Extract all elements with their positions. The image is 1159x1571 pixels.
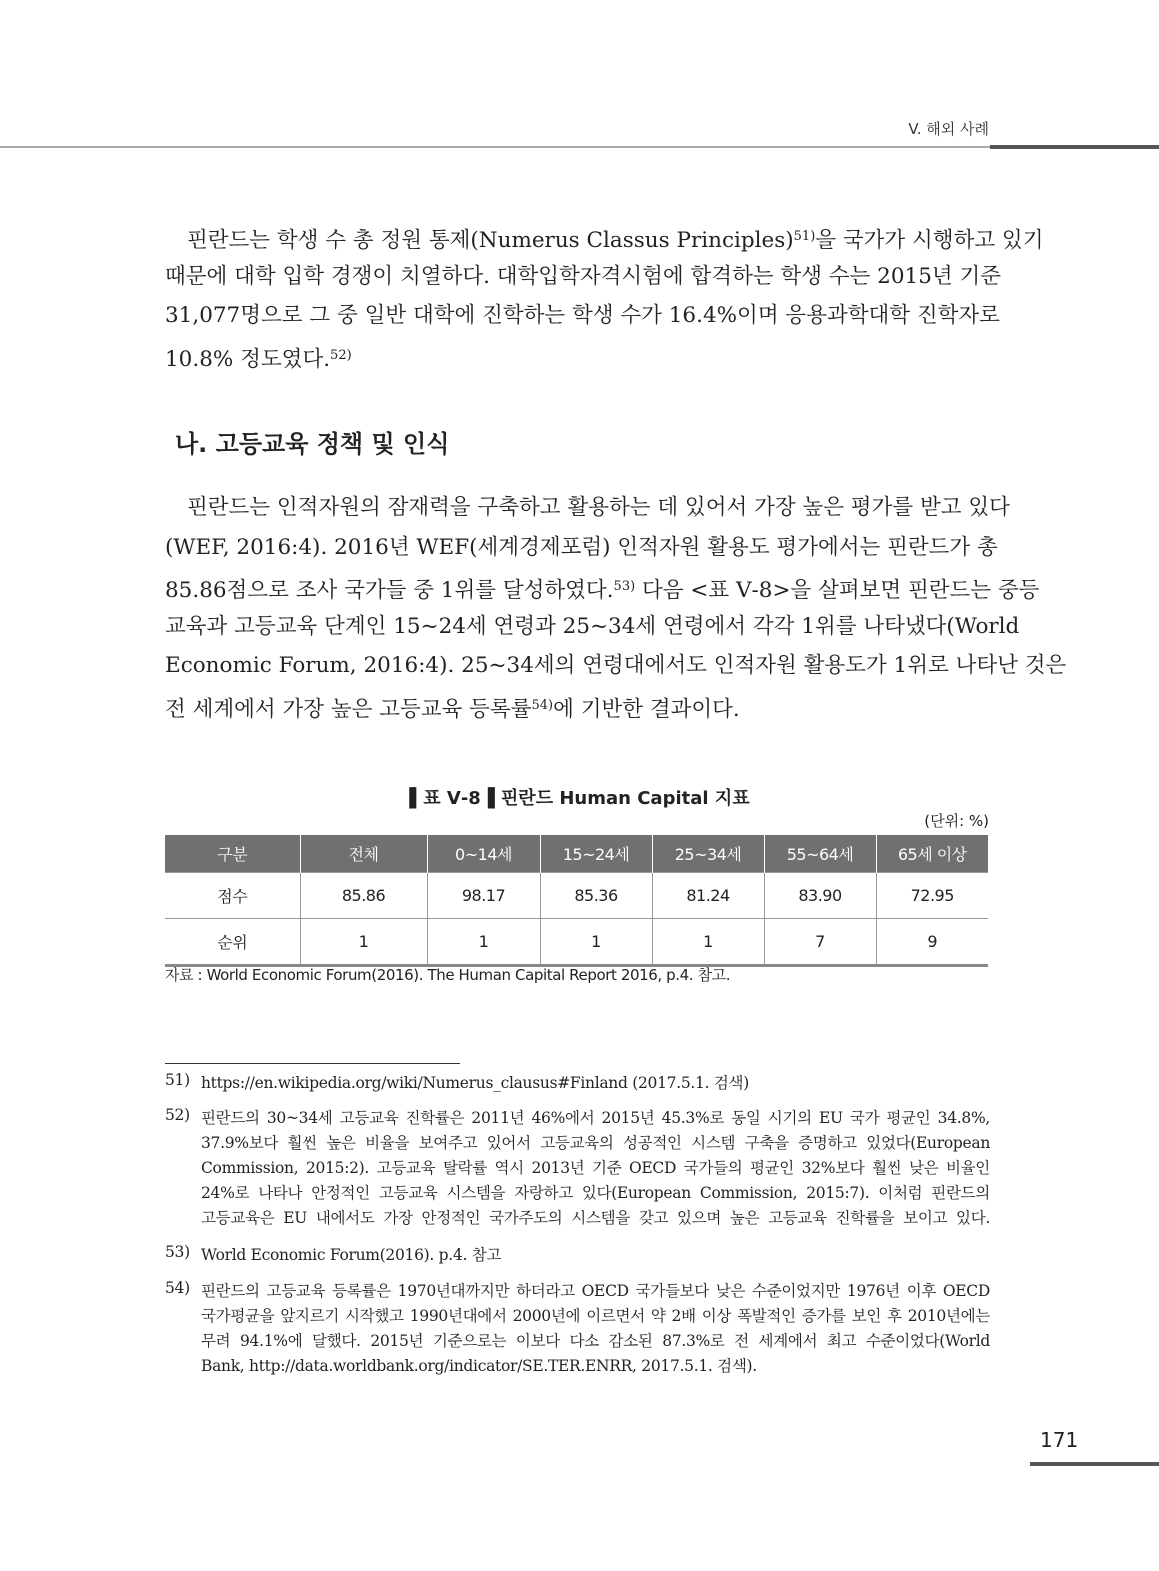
table-cell: 1: [300, 919, 427, 966]
table-unit: (단위: %): [924, 812, 989, 830]
table-cell: 83.90: [764, 873, 876, 919]
footnote-number: 54): [165, 1279, 190, 1297]
table-cell: 9: [876, 919, 988, 966]
table-cell: 98.17: [427, 873, 540, 919]
column-header: 구분: [165, 835, 300, 873]
footnote-line: 국가평균을 앞지르기 시작했고 1990년대에서 2000년에 이르면서 약 2배 이상 폭발적인 증가를 보인 후 2010년에는: [201, 1307, 991, 1325]
table-source: 자료 : World Economic Forum(2016). The Human Capital Report 2016, p.4. 참고.: [165, 966, 731, 984]
table-row: [165, 873, 988, 919]
footnote-line: 핀란드의 고등교육 등록률은 1970년대까지만 하더라고 OECD 국가들보다 낮은 수준이었지만 1976년 이후 OECD: [201, 1282, 990, 1300]
table-caption: ▌표 Ⅴ-8▐ 핀란드 Human Capital 지표: [409, 788, 750, 809]
text: 전 세계에서 가장 높은 고등교육 등록률: [165, 696, 532, 722]
footnote-line: 핀란드의 30~34세 고등교육 진학률은 2011년 46%에서 2015년 45.3%로 동일 시기의 EU 국가 평균인 34.8%,: [201, 1109, 990, 1127]
footnote-number: 51): [165, 1071, 190, 1089]
footnote-ref[interactable]: 54): [531, 697, 554, 713]
footnote-ref[interactable]: 53): [613, 579, 636, 594]
column-header: 25~34세: [652, 835, 764, 873]
table-cell: 1: [427, 919, 540, 966]
footnote-52: [165, 1106, 990, 1231]
footnote-line: https://en.wikipedia.org/wiki/Numerus_clausus#Finland (2017.5.1. 검색): [201, 1074, 749, 1092]
text: 을 국가가 시행하고 있기: [815, 228, 1044, 253]
text-line: (WEF, 2016:4). 2016년 WEF(세계경제포럼) 인적자원 활용도 평가에서는 핀란드가 총: [165, 534, 998, 560]
footnote-54: [165, 1279, 990, 1379]
header-rule: [0, 146, 990, 148]
footnote-line: Commission, 2015:2). 고등교육 탈락률 역시 2013년 기준 OECD 국가들의 평균인 32%보다 훨씬 낮은 비율인: [201, 1159, 990, 1177]
column-header: 65세 이상: [876, 835, 988, 873]
footnote-number: 52): [165, 1106, 190, 1124]
footnote-line: 24%로 나타나 안정적인 고등교육 시스템을 자랑하고 있다(European Commission, 2015:7). 이처럼 핀란드의: [201, 1184, 990, 1202]
column-header: 55~64세: [764, 835, 876, 873]
table-header-row: [165, 835, 988, 873]
text-line: 교육과 고등교육 단계인 15~24세 연령과 25~34세 연령에서 각각 1위를 나타냈다(World: [165, 613, 1020, 639]
table-cell: 72.95: [876, 873, 988, 919]
table-cell: 81.24: [652, 873, 764, 919]
running-header: V. 해외 사례: [908, 120, 989, 138]
table-row: [165, 919, 988, 966]
paragraph-1: [165, 217, 1044, 375]
text-line: 31,077명으로 그 중 일반 대학에 진학하는 학생 수가 16.4%이며 응용과학대학 진학자로: [165, 303, 1000, 328]
header-rule-accent: [990, 145, 1159, 149]
row-label: 점수: [165, 873, 300, 919]
text: 10.8% 정도였다.: [165, 346, 331, 372]
footnote-line: 37.9%보다 훨씬 높은 비율을 보여주고 있어서 고등교육의 성공적인 시스템 구축을 증명하고 있었다(European: [201, 1134, 990, 1152]
column-header: 15~24세: [540, 835, 652, 873]
row-label: 순위: [165, 919, 300, 966]
human-capital-table: [165, 835, 988, 967]
section-heading: 나. 고등교육 정책 및 인식: [175, 430, 450, 458]
footnote-ref[interactable]: 52): [330, 347, 352, 363]
text: 85.86점으로 조사 국가들 중 1위를 달성하였다.: [165, 578, 614, 603]
footnote-line: World Economic Forum(2016). p.4. 참고: [201, 1246, 502, 1264]
text: 핀란드는 인적자원의 잠재력을 구축하고 활용하는 데 있어서 가장 높은 평가를 받고 있다: [187, 495, 1010, 520]
text-line: 때문에 대학 입학 경쟁이 치열하다. 대학입학자격시험에 합격하는 학생 수는 2015년 기준: [165, 263, 1002, 289]
footnote-51: [165, 1071, 990, 1096]
text: 에 기반한 결과이다.: [553, 696, 740, 722]
footnote-line: Bank, http://data.worldbank.org/indicator/SE.TER.ENRR, 2017.5.1. 검색).: [201, 1357, 757, 1375]
table-cell: 1: [540, 919, 652, 966]
footnote-53: [165, 1243, 990, 1268]
footnote-separator: [165, 1063, 460, 1064]
footnote-ref[interactable]: 51): [793, 229, 816, 244]
text: 다음 <표 Ⅴ-8>을 살펴보면 핀란드는 중등: [642, 578, 1040, 603]
page-number: 171: [1040, 1428, 1079, 1452]
table-cell: 85.36: [540, 873, 652, 919]
paragraph-2: [165, 488, 1067, 725]
table-cell: 7: [764, 919, 876, 966]
table-cell: 85.86: [300, 873, 427, 919]
text-line: Economic Forum, 2016:4). 25~34세의 연령대에서도 인적자원 활용도가 1위로 나타난 것은: [165, 653, 1067, 678]
column-header: 전체: [300, 835, 427, 873]
table-cell: 1: [652, 919, 764, 966]
footnote-line: 무려 94.1%에 달했다. 2015년 기준으로는 이보다 다소 감소된 87.3%로 전 세계에서 최고 수준이었다(World: [201, 1332, 990, 1350]
page-number-bar: [1030, 1462, 1159, 1466]
footnote-number: 53): [165, 1243, 190, 1261]
footnote-line: 고등교육은 EU 내에서도 가장 안정적인 국가주도의 시스템을 갖고 있으며 높은 고등교육 진학률을 보이고 있다.: [201, 1209, 990, 1227]
text: 핀란드는 학생 수 총 정원 통제(Numerus Classus Principles): [187, 228, 794, 253]
column-header: 0~14세: [427, 835, 540, 873]
